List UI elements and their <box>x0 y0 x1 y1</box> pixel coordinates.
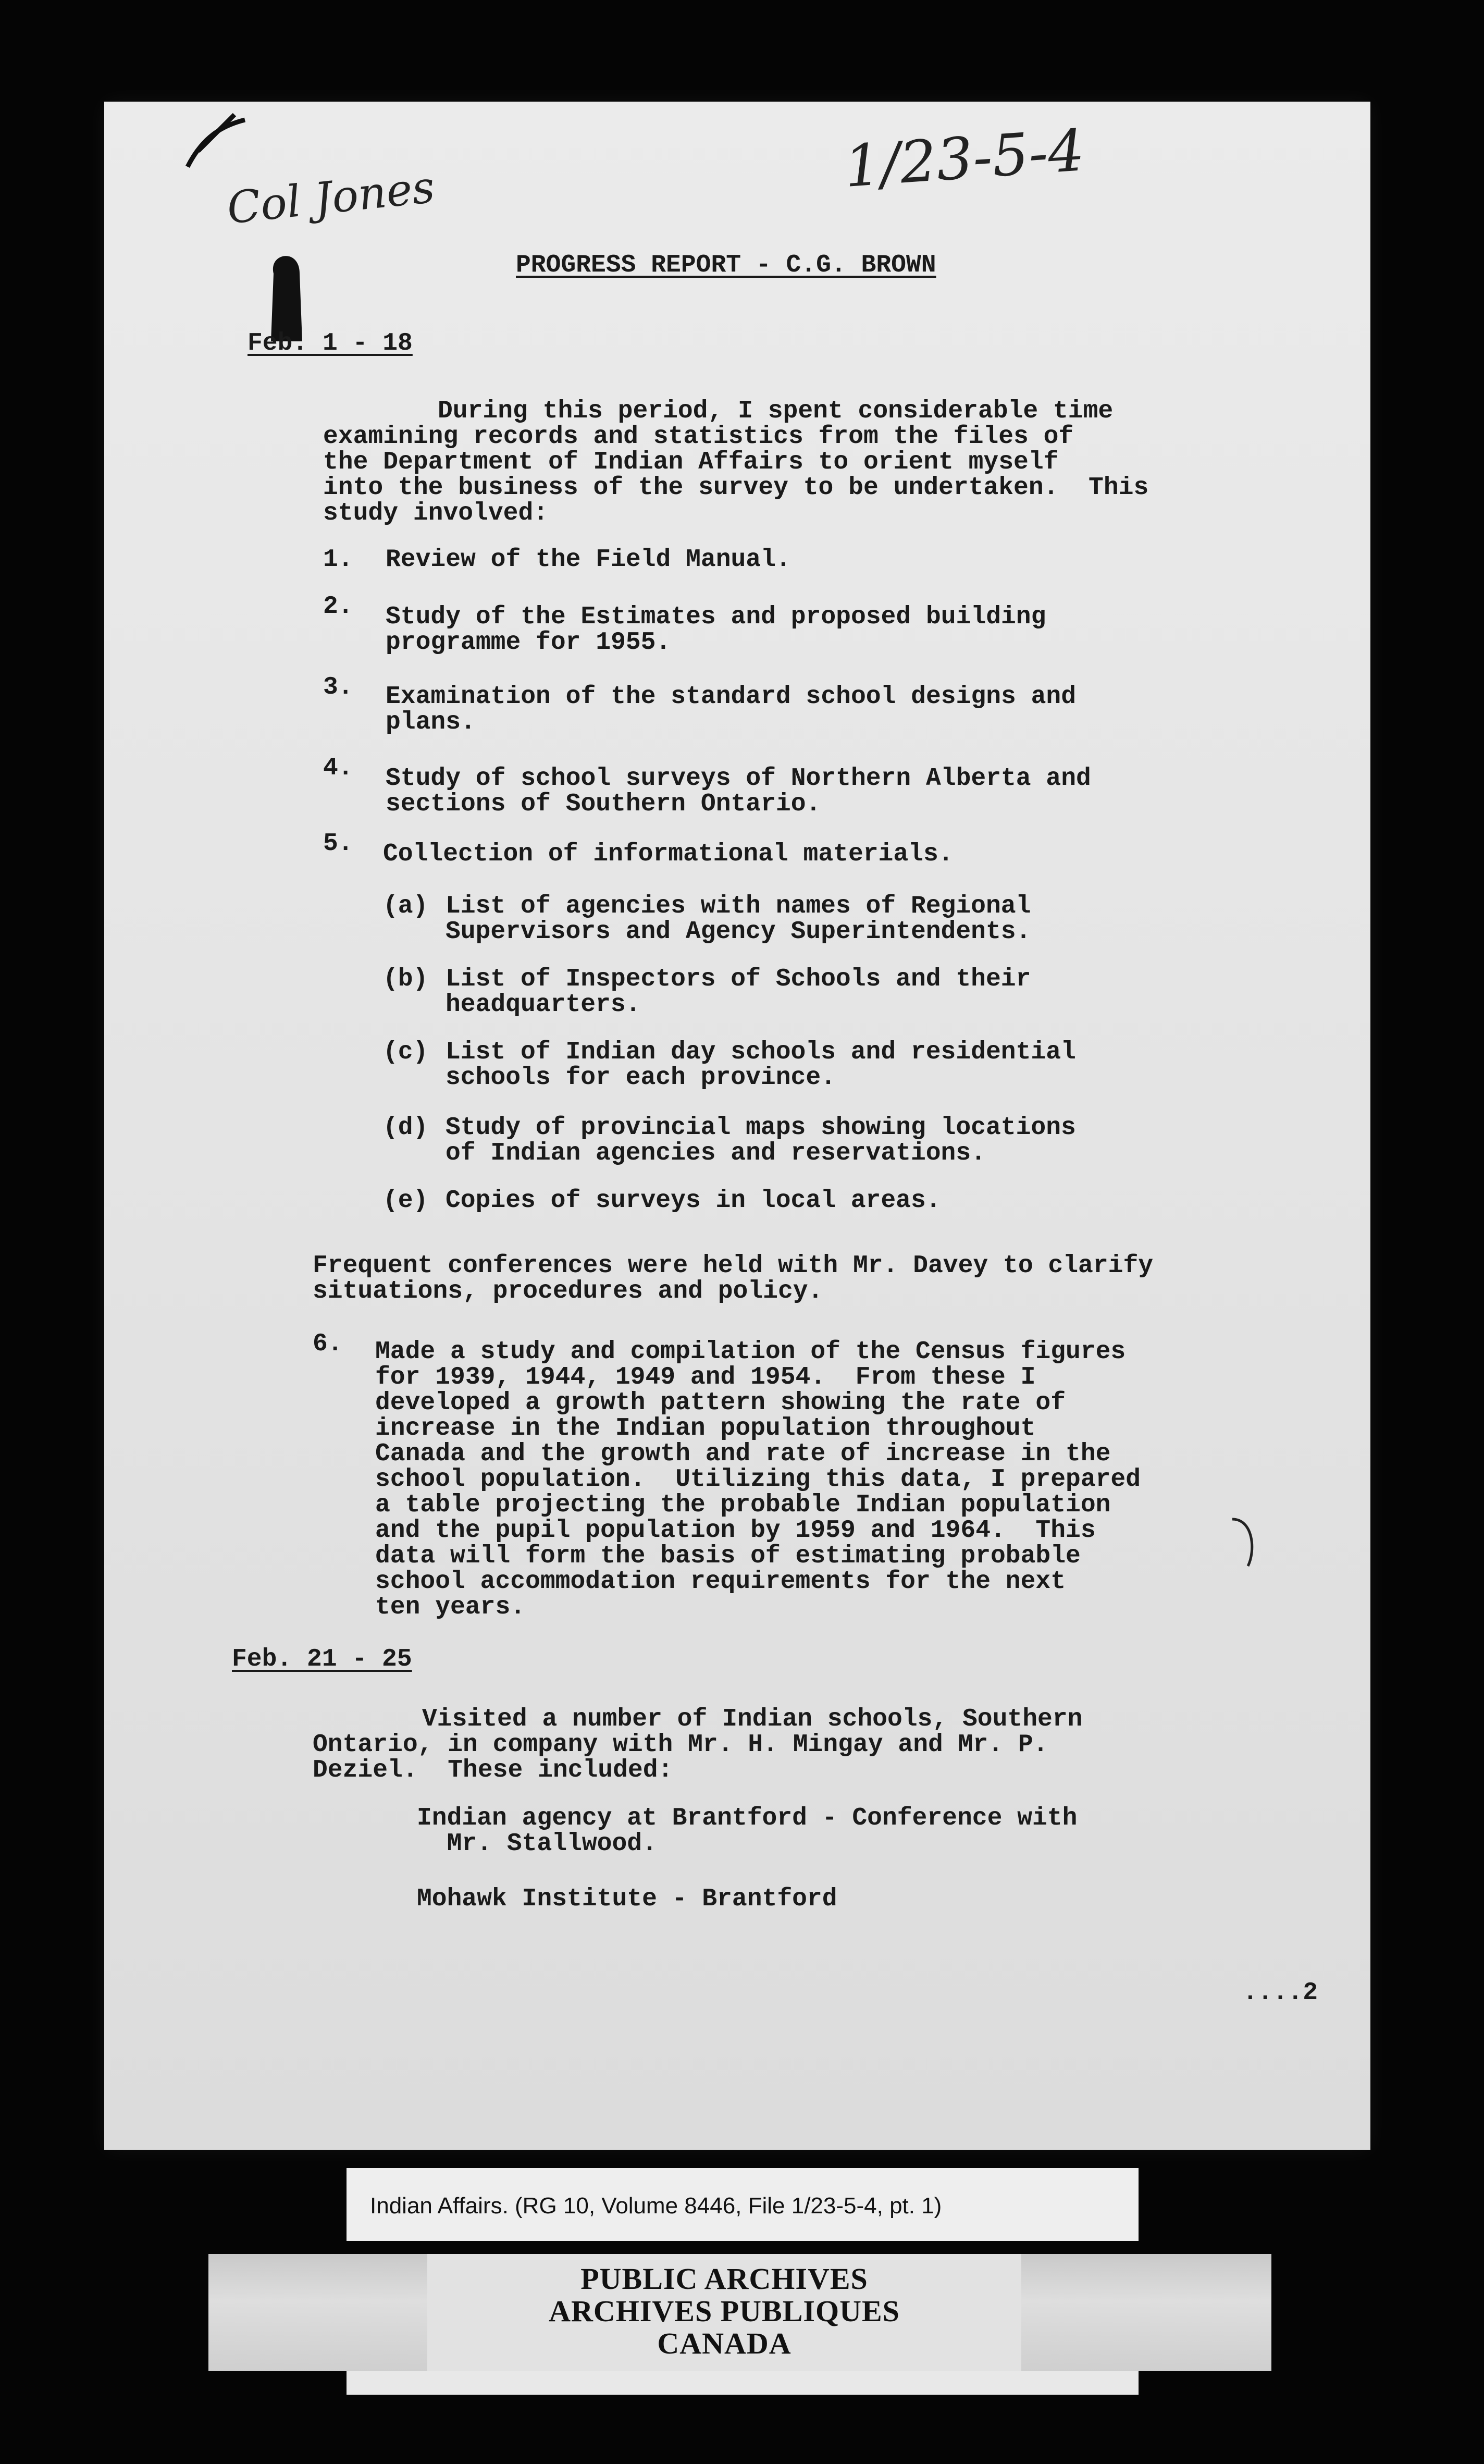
item-1-number: 1. <box>323 546 353 574</box>
item-1-text: Review of the Field Manual. <box>386 546 791 574</box>
report-title: PROGRESS REPORT - C.G. BROWN <box>516 251 936 279</box>
subitem-b-text: List of Inspectors of Schools and their headquarters. <box>446 965 1031 1019</box>
intro-paragraph: During this period, I spent considerable time examining records and statistics from the files of the Department of Indian Affairs to orient myself into the business of the survey to be undertaken. This study involved: <box>323 397 1149 527</box>
subitem-d-text: Study of provincial maps showing locations of Indian agencies and reservations. <box>446 1114 1076 1167</box>
item-6-text: Made a study and compilation of the Census figures for 1939, 1944, 1949 and 1954. From these I developed a growth pattern showing the rate of increase in the Indian population throughout Canada and the growth and rate of increase in the school population. Utilizing this data, I prepared a table projecting the probable Indian population and the pupil population by 1959 and 1964. This data will form the basis of estimating probable school accommodation requirements for the next ten years. <box>375 1338 1141 1621</box>
item-6-number: 6. <box>313 1330 343 1358</box>
handwritten-addressee: Col Jones <box>224 161 437 234</box>
item-3-number: 3. <box>323 673 353 701</box>
item-5-number: 5. <box>323 830 353 858</box>
visit-mohawk-institute: Mohawk Institute - Brantford <box>417 1885 837 1913</box>
archive-stamp-band <box>208 2254 1271 2371</box>
section-heading-feb-1-18: Feb. 1 - 18 <box>248 329 413 358</box>
item-5-text: Collection of informational materials. <box>383 840 954 868</box>
stamp-line-1: PUBLIC ARCHIVES <box>580 2262 868 2296</box>
pen-mark-icon <box>182 104 266 177</box>
subitem-c-text: List of Indian day schools and residential schools for each province. <box>446 1038 1076 1092</box>
conferences-paragraph: Frequent conferences were held with Mr. Davey to clarify situations, procedures and policy. <box>313 1252 1154 1305</box>
document-page <box>104 102 1370 2150</box>
section-heading-feb-21-25: Feb. 21 - 25 <box>232 1645 412 1673</box>
continuation-marker: ....2 <box>1243 1979 1318 2007</box>
item-3-text: Examination of the standard school designs and plans. <box>386 683 1077 736</box>
subitem-e-text: Copies of surveys in local areas. <box>446 1187 941 1215</box>
visit-brantford-agency: Indian agency at Brantford - Conference with Mr. Stallwood. <box>417 1804 1078 1858</box>
visit-intro-paragraph: Visited a number of Indian schools, Southern Ontario, in company with Mr. H. Mingay and Mr. P. Deziel. These included: <box>313 1705 1083 1784</box>
item-4-text: Study of school surveys of Northern Alberta and sections of Southern Ontario. <box>386 765 1091 818</box>
item-4-number: 4. <box>323 754 353 782</box>
archive-caption: Indian Affairs. (RG 10, Volume 8446, File 1/23-5-4, pt. 1) <box>370 2193 942 2219</box>
stamp-line-3: CANADA <box>657 2326 792 2360</box>
handwritten-file-number: 1/23-5-4 <box>842 117 1087 200</box>
subitem-c-label: (c) <box>383 1038 428 1066</box>
subitem-b-label: (b) <box>383 965 428 993</box>
bottom-strip <box>347 2371 1139 2395</box>
stamp-line-2: ARCHIVES PUBLIQUES <box>549 2294 900 2328</box>
subitem-d-label: (d) <box>383 1114 428 1142</box>
item-2-number: 2. <box>323 593 353 621</box>
margin-bracket-icon <box>1225 1509 1266 1571</box>
subitem-e-label: (e) <box>383 1187 428 1215</box>
item-2-text: Study of the Estimates and proposed building programme for 1955. <box>386 603 1046 657</box>
subitem-a-text: List of agencies with names of Regional Supervisors and Agency Superintendents. <box>446 892 1031 946</box>
archive-stamp <box>427 2254 1021 2371</box>
subitem-a-label: (a) <box>383 892 428 920</box>
archive-caption-strip <box>347 2168 1139 2241</box>
